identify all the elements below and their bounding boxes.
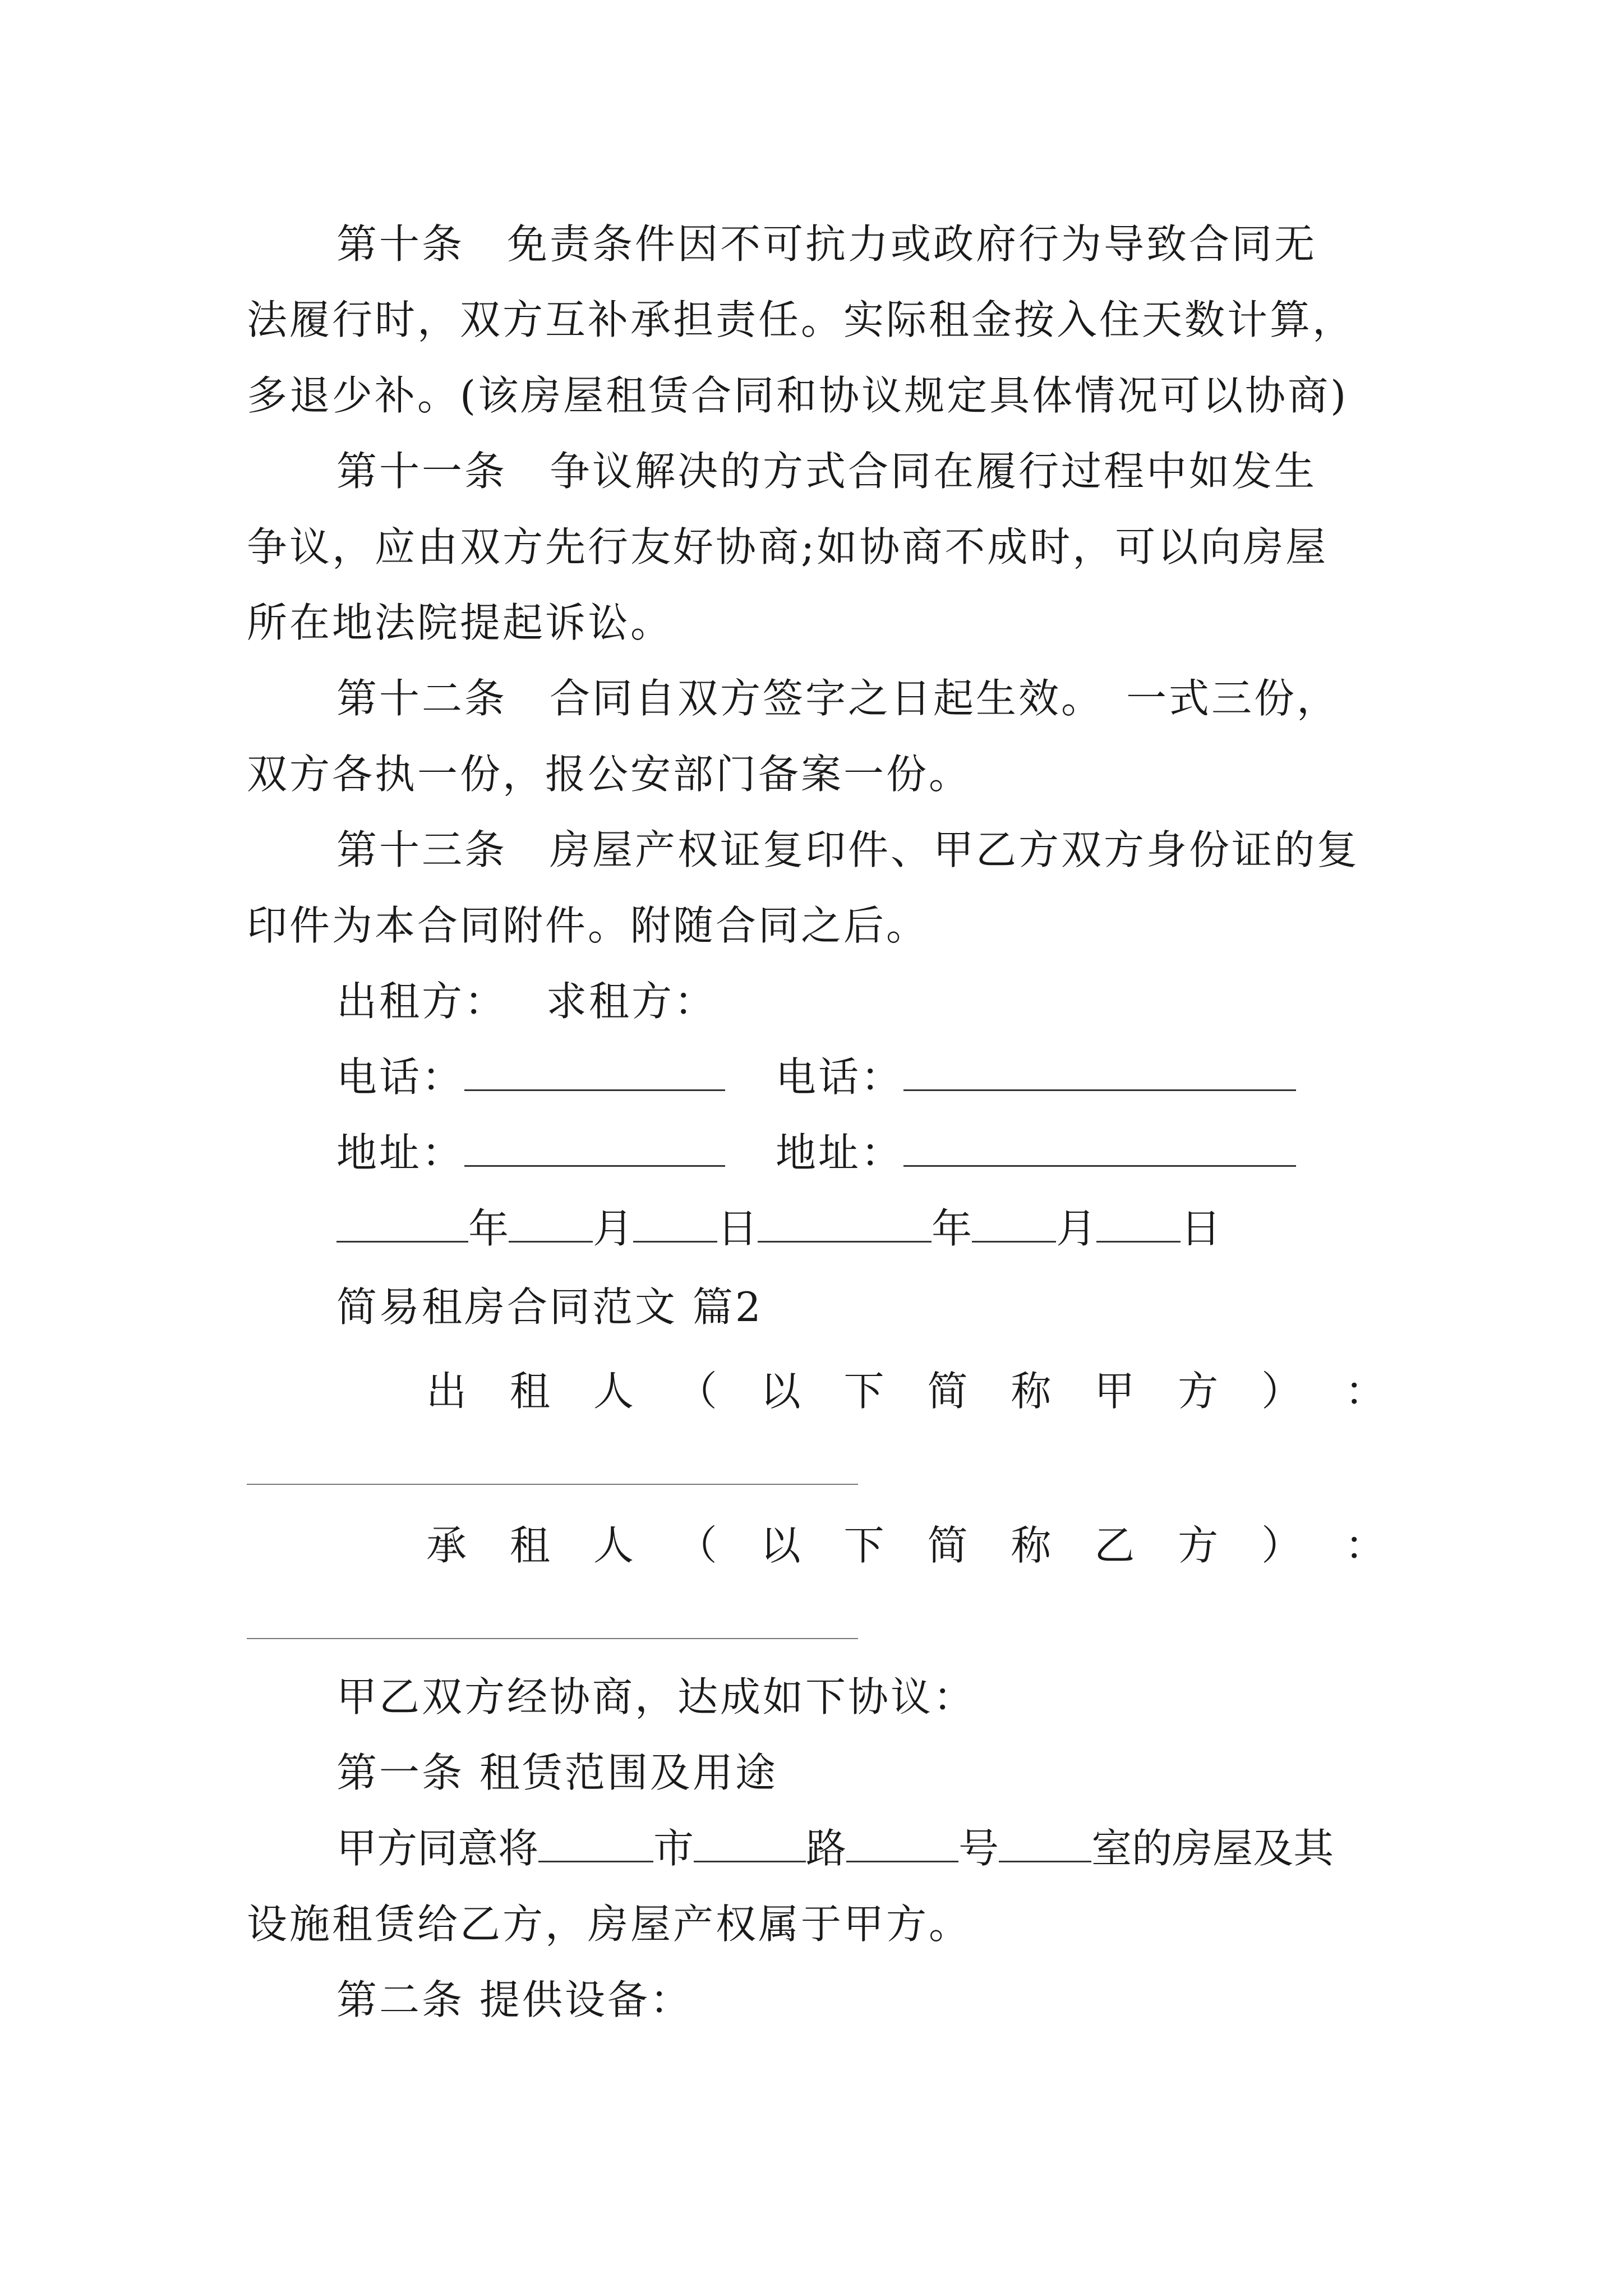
month-label: 月 (593, 1205, 634, 1252)
date-line (336, 1200, 1385, 1257)
lessee-char: 乙 (1094, 1522, 1135, 1569)
signature-parties-line (336, 973, 1385, 1029)
lessor-label: 出租方： (336, 978, 508, 1025)
agreement-line: 甲乙双方经协商，达成如下协议： (336, 1673, 976, 1720)
lessee-char: 租 (509, 1522, 550, 1569)
lessee-declaration-line (426, 1517, 1385, 1573)
lessor-char: 租 (509, 1368, 550, 1415)
lessee-char: 人 (593, 1522, 634, 1569)
city-label: 市 (653, 1825, 694, 1872)
lessor-char: 人 (593, 1368, 634, 1415)
art1-post: 室的房屋及其 (1091, 1825, 1334, 1872)
renter-phone-label: 电话： (776, 1053, 904, 1101)
article-11-line-1: 第十一条 争议解决的方式合同在履行过程中如发生 (336, 448, 1317, 495)
month-label-2: 月 (1056, 1205, 1097, 1252)
road-blank[interactable] (694, 1820, 806, 1862)
lessee-char: （ (676, 1522, 717, 1569)
phone-line (336, 1049, 1385, 1105)
article-11-line-2: 争议，应由双方先行友好协商;如协商不成时，可以向房屋 (247, 523, 1329, 570)
article-12-line-1: 第十二条 合同自双方签字之日起生效。 一式三份， (336, 675, 1340, 722)
lessee-char: 承 (426, 1522, 467, 1569)
lessor-char: 简 (927, 1368, 968, 1415)
article-10-line-2: 法履行时，双方互补承担责任。实际租金按入住天数计算， (247, 296, 1355, 343)
lessor-address-blank[interactable] (464, 1125, 725, 1167)
lessor-month-blank[interactable] (509, 1200, 593, 1243)
room-blank[interactable] (999, 1820, 1091, 1862)
lessor-char: 方 (1178, 1368, 1219, 1415)
renter-year-blank[interactable] (758, 1200, 932, 1243)
lessor-char: ： (1344, 1368, 1385, 1415)
day-label: 日 (717, 1205, 758, 1252)
lessor-phone-blank[interactable] (464, 1049, 725, 1091)
lessee-char: 简 (927, 1522, 968, 1569)
article-10-line-3: 多退少补。(该房屋租赁合同和协议规定具体情况可以协商) (247, 372, 1349, 419)
lessor-char: 称 (1011, 1368, 1052, 1415)
lessor-char: ） (1261, 1368, 1302, 1415)
year-label: 年 (468, 1205, 509, 1252)
renter-phone-blank[interactable] (903, 1049, 1296, 1091)
lessor-phone-label: 电话： (336, 1053, 465, 1101)
lessee-char: 以 (760, 1522, 801, 1569)
article-11-line-3: 所在地法院提起诉讼。 (247, 599, 674, 646)
lessee-char: 下 (843, 1522, 884, 1569)
lessor-char: 出 (426, 1368, 467, 1415)
lessor-day-blank[interactable] (633, 1200, 717, 1243)
lessor-char: 以 (760, 1368, 801, 1415)
lessee-char: ： (1344, 1522, 1385, 1569)
renter-day-blank[interactable] (1096, 1200, 1181, 1243)
number-blank[interactable] (846, 1820, 958, 1862)
lessor-name-blank[interactable] (247, 1484, 858, 1485)
lessor-address-label: 地址： (336, 1129, 465, 1176)
lessee-char: 方 (1178, 1522, 1219, 1569)
renter-month-blank[interactable] (972, 1200, 1056, 1243)
article-10-line-1: 第十条 免责条件因不可抗力或政府行为导致合同无 (336, 220, 1317, 268)
address-line (336, 1125, 1385, 1181)
article-2-title: 第二条 提供设备： (336, 1976, 693, 2023)
lessee-char: ） (1261, 1522, 1302, 1569)
article-1-title: 第一条 租赁范围及用途 (336, 1749, 778, 1796)
lessee-name-blank[interactable] (247, 1638, 858, 1639)
day-label-2: 日 (1181, 1205, 1221, 1252)
renter-address-blank[interactable] (903, 1125, 1296, 1167)
article-13-line-1: 第十三条 房屋产权证复印件、甲乙方双方身份证的复 (336, 826, 1360, 873)
article-13-line-2: 印件为本合同附件。附随合同之后。 (247, 902, 929, 949)
section-heading: 简易租房合同范文 篇2 (336, 1283, 763, 1331)
road-label: 路 (806, 1825, 847, 1872)
lessee-char: 称 (1011, 1522, 1052, 1569)
article-12-line-2: 双方各执一份，报公安部门备案一份。 (247, 751, 972, 798)
article-1-line-2: 设施租赁给乙方，房屋产权属于甲方。 (247, 1901, 972, 1948)
lessor-year-blank[interactable] (336, 1200, 468, 1243)
lessor-declaration-line (426, 1363, 1385, 1419)
number-label: 号 (958, 1825, 999, 1872)
lessor-char: 下 (843, 1368, 884, 1415)
art1-pre: 甲方同意将 (336, 1825, 539, 1872)
year-label-2: 年 (932, 1205, 972, 1252)
lessor-char: 甲 (1094, 1368, 1135, 1415)
city-blank[interactable] (538, 1820, 653, 1862)
renter-label: 求租方： (546, 978, 717, 1025)
lessor-char: （ (676, 1368, 717, 1415)
renter-address-label: 地址： (776, 1129, 904, 1176)
article-1-line-1 (336, 1820, 1385, 1876)
